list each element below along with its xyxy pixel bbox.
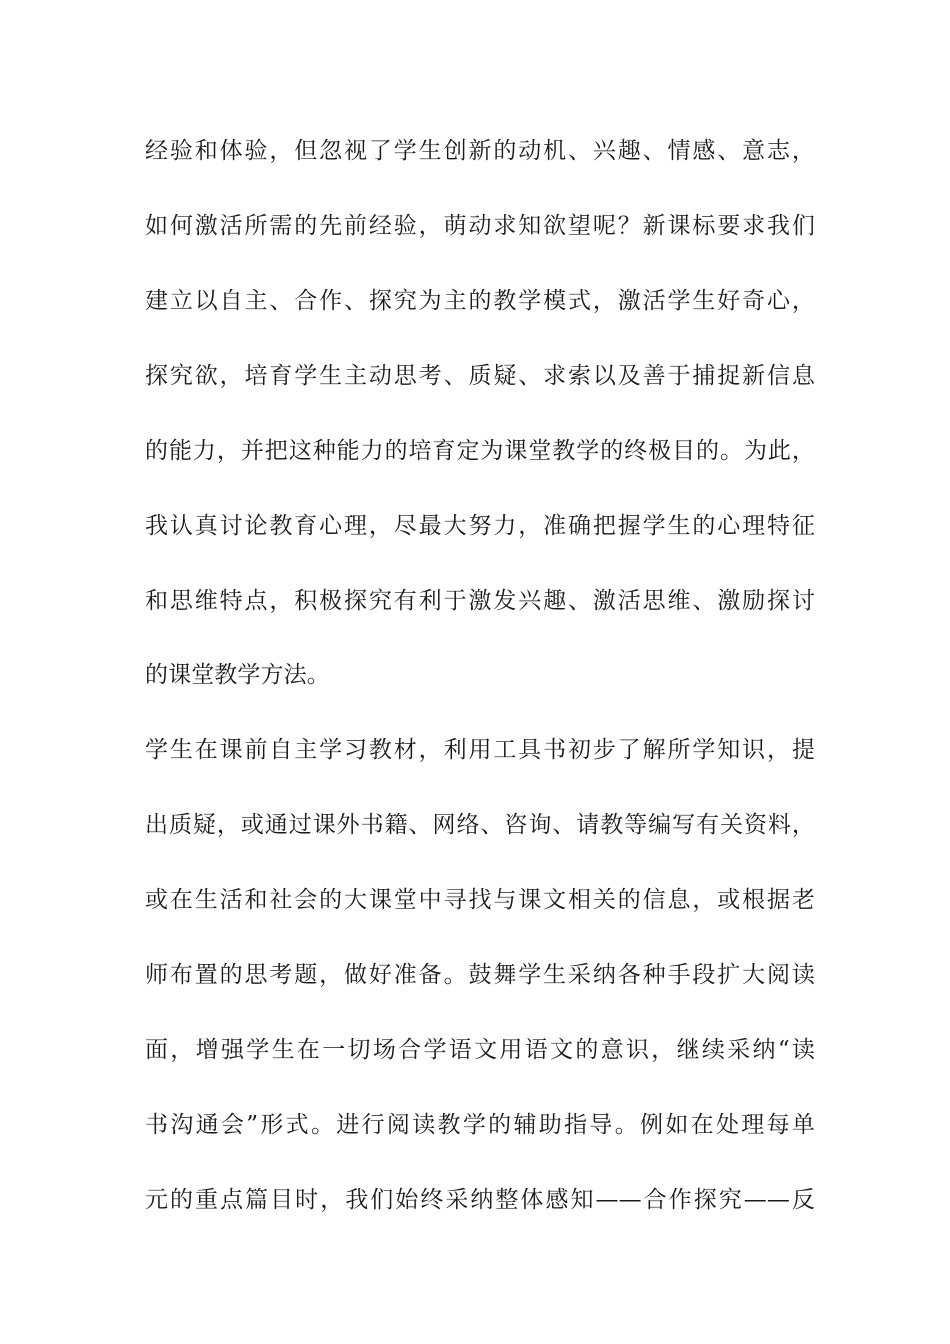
text-line-7: 和思维特点，积极探究有利于激发兴趣、激活思维、激励探讨 xyxy=(145,588,815,614)
text-line-9: 学生在课前自主学习教材，利用工具书初步了解所学知识，提 xyxy=(145,737,815,763)
text-line-3: 建立以自主、合作、探究为主的教学模式，激活学生好奇心， xyxy=(145,288,815,314)
text-line-5: 的能力，并把这种能力的培育定为课堂教学的终极目的。为此， xyxy=(145,438,815,464)
text-line-1: 经验和体验，但忽视了学生创新的动机、兴趣、情感、意志， xyxy=(145,138,815,164)
text-line-6: 我认真讨论教育心理，尽最大努力，准确把握学生的心理特征 xyxy=(145,513,815,539)
text-line-2: 如何激活所需的先前经验，萌动求知欲望呢？新课标要求我们 xyxy=(145,213,815,239)
text-line-13: 面，增强学生在一切场合学语文用语文的意识，继续采纳“读 xyxy=(145,1037,815,1063)
text-line-14: 书沟通会”形式。进行阅读教学的辅助指导。例如在处理每单 xyxy=(145,1112,815,1138)
text-line-12: 师布置的思考题，做好准备。鼓舞学生采纳各种手段扩大阅读 xyxy=(145,962,815,988)
text-line-8: 的课堂教学方法。 xyxy=(145,662,330,688)
text-line-11: 或在生活和社会的大课堂中寻找与课文相关的信息，或根据老 xyxy=(145,887,815,913)
text-line-15: 元的重点篇目时，我们始终采纳整体感知——合作探究——反 xyxy=(145,1187,815,1213)
text-line-10: 出质疑，或通过课外书籍、网络、咨询、请教等编写有关资料， xyxy=(145,812,815,838)
text-line-4: 探究欲，培育学生主动思考、质疑、求索以及善于捕捉新信息 xyxy=(145,363,815,389)
